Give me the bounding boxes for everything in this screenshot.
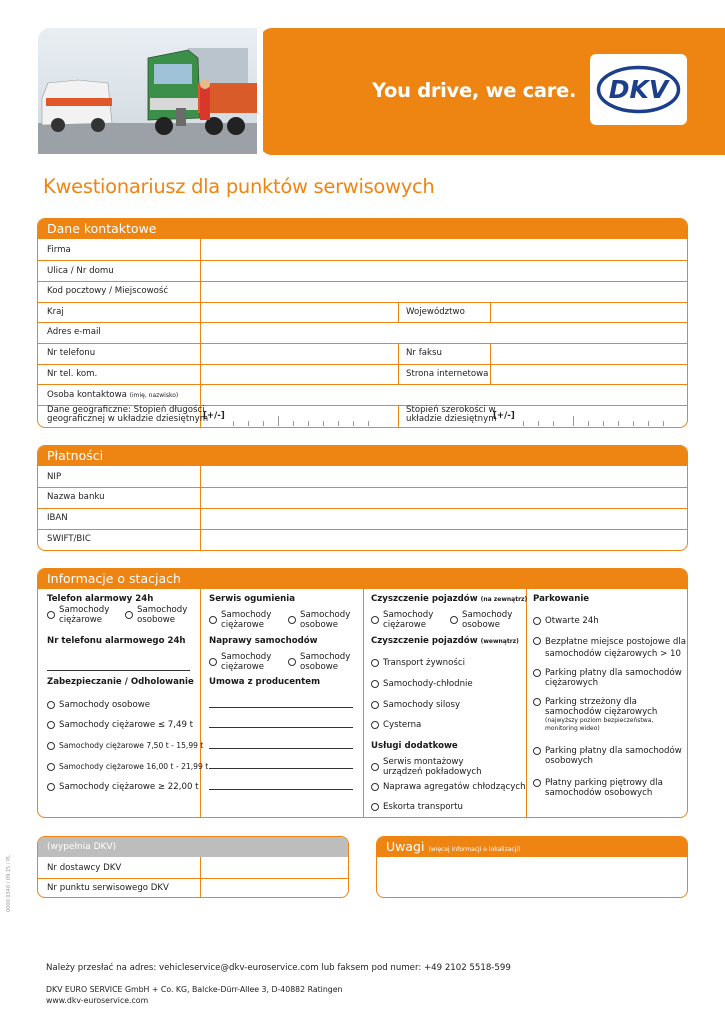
producer-line-5[interactable]: [209, 789, 353, 790]
label-osoba: [47, 390, 178, 400]
tow-radio-5[interactable]: [47, 783, 55, 791]
label-service-point: Nr punktu serwisowego DKV: [47, 883, 169, 893]
add-label-2: Naprawa agregatów chłodzących: [383, 782, 526, 792]
label-iban: IBAN: [47, 513, 68, 523]
park4-n1: (najwyższy poziom bezpieczeństwa,: [545, 717, 654, 724]
col4-h1: Parkowanie: [533, 594, 590, 604]
col3-h2-text: Czyszczenie pojazdów: [371, 636, 478, 646]
park4-n2: monitoring wideo): [545, 725, 600, 732]
col3-h1: [371, 594, 527, 604]
label-swift: SWIFT/BIC: [47, 534, 91, 544]
radio-tyre-cars[interactable]: [288, 616, 296, 624]
radio-rep-trucks[interactable]: [209, 658, 217, 666]
add-label-3: Eskorta transportu: [383, 802, 463, 812]
col2-tc-l2: osobowe: [300, 620, 339, 630]
add-radio-1[interactable]: [371, 763, 379, 771]
park4-l2: samochodów ciężarowych: [545, 707, 658, 717]
col2-tt-l1: Samochody: [221, 610, 272, 620]
col2-tt-l2: ciężarowe: [221, 620, 265, 630]
col3-h3: Usługi dodatkowe: [371, 741, 458, 751]
contact-heading: Dane kontaktowe: [38, 219, 687, 239]
col3-wc-l2: osobowe: [462, 620, 501, 630]
producer-line-3[interactable]: [209, 748, 353, 749]
notes-box[interactable]: [376, 836, 688, 898]
label-telefon: Nr telefonu: [47, 348, 96, 358]
add1-l2: urządzeń pokładowych: [383, 767, 482, 777]
label-osoba-text: Osoba kontaktowa: [47, 390, 127, 400]
park6-l2: samochodów osobowych: [545, 788, 653, 798]
col1-h1: Telefon alarmowy 24h: [47, 594, 154, 604]
col2-h2: Naprawy samochodów: [209, 636, 318, 646]
label-ulica: Ulica / Nr domu: [47, 266, 114, 276]
tow-label-4: Samochody ciężarowe 16,00 t - 21,99 t: [59, 762, 209, 771]
payments-section: [37, 445, 688, 551]
col1-h3: Zabezpieczanie / Odholowanie: [47, 677, 194, 687]
payments-heading: Płatności: [38, 446, 687, 466]
in-radio-3[interactable]: [371, 701, 379, 709]
radio-trucks[interactable]: [47, 611, 55, 619]
doc-code: 0000 0340 / 09.15 / PL: [6, 855, 12, 912]
radio-cars[interactable]: [125, 611, 133, 619]
contact-section: [37, 218, 688, 428]
geo-lat-line2: układzie dziesiętnym: [406, 414, 497, 424]
header-photo: [38, 28, 260, 154]
col2-h3: Umowa z producentem: [209, 677, 321, 687]
col1-cars-l2: osobowe: [137, 615, 176, 625]
label-faks: Nr faksu: [406, 348, 442, 358]
in-radio-2[interactable]: [371, 680, 379, 688]
park3-l1: Parking płatny dla samochodów: [545, 668, 682, 678]
producer-line-2[interactable]: [209, 727, 353, 728]
label-www: Strona internetowa: [406, 369, 489, 379]
geo-long-line1: Dane geograficzne: Stopień długości: [47, 405, 205, 415]
col3-h2: [371, 636, 519, 646]
add-radio-2[interactable]: [371, 783, 379, 791]
stations-section: [37, 568, 688, 818]
col2-rc-l1: Samochody: [300, 652, 351, 662]
notes-heading-text: Uwagi: [386, 839, 425, 854]
radio-rep-cars[interactable]: [288, 658, 296, 666]
stations-heading: Informacje o stacjach: [38, 569, 687, 589]
footer-send: Należy przesłać na adres: vehicleservice@dkv-euroservice.com lub faksem pod numer: +49 2102 5518-599: [46, 963, 511, 973]
park5-l2: osobowych: [545, 756, 593, 766]
in-label-2: Samochody-chłodnie: [383, 679, 473, 689]
notes-heading-note: (więcej informacji o lokalizacji): [428, 846, 521, 853]
label-kod: Kod pocztowy / Miejscowość: [47, 286, 169, 296]
park4-l1: Parking strzeżony dla: [545, 697, 637, 707]
col2-rt-l1: Samochody: [221, 652, 272, 662]
tow-radio-4[interactable]: [47, 763, 55, 771]
col3-h1-text: Czyszczenie pojazdów: [371, 594, 478, 604]
park-label-1: Otwarte 24h: [545, 616, 599, 626]
label-email: Adres e-mail: [47, 327, 101, 337]
col2-tc-l1: Samochody: [300, 610, 351, 620]
radio-wash-cars[interactable]: [450, 616, 458, 624]
label-geo-lat: [406, 406, 497, 424]
tow-label-3: Samochody ciężarowe 7,50 t - 15,99 t: [59, 741, 204, 750]
park3-l2: ciężarowych: [545, 678, 599, 688]
col3-wc-l1: Samochody: [462, 610, 513, 620]
tow-radio-1[interactable]: [47, 701, 55, 709]
col3-h2-note: (wewnątrz): [480, 638, 519, 645]
producer-line-1[interactable]: [209, 707, 353, 708]
park-radio-4[interactable]: [533, 698, 541, 706]
radio-tyre-trucks[interactable]: [209, 616, 217, 624]
park-radio-3[interactable]: [533, 669, 541, 677]
park6-l1: Płatny parking piętrowy dla: [545, 778, 663, 788]
tow-label-1: Samochody osobowe: [59, 700, 151, 710]
label-nip: NIP: [47, 472, 62, 482]
in-radio-1[interactable]: [371, 659, 379, 667]
col1-h2: Nr telefonu alarmowego 24h: [47, 636, 186, 646]
label-geo-long: [47, 406, 208, 424]
park5-l1: Parking płatny dla samochodów: [545, 746, 682, 756]
page-title: Kwestionariusz dla punktów serwisowych: [43, 175, 435, 198]
in-radio-4[interactable]: [371, 721, 379, 729]
label-tel-kom: Nr tel. kom.: [47, 369, 98, 379]
in-label-3: Samochody silosy: [383, 700, 461, 710]
park-radio-1[interactable]: [533, 617, 541, 625]
park-radio-2[interactable]: [533, 637, 541, 645]
tow-label-5: Samochody ciężarowe ≥ 22,00 t: [59, 782, 199, 792]
col2-rt-l2: ciężarowe: [221, 662, 265, 672]
producer-line-4[interactable]: [209, 768, 353, 769]
label-firma: Firma: [47, 245, 71, 255]
label-osoba-note: (imię, nazwisko): [129, 392, 179, 399]
label-supplier: Nr dostawcy DKV: [47, 863, 122, 873]
logo-text: DKV: [608, 75, 669, 104]
add1-l1: Serwis montażowy: [383, 757, 464, 767]
col1-phone-line[interactable]: [47, 670, 190, 671]
col3-wt-l2: ciężarowe: [383, 620, 427, 630]
park-radio-6[interactable]: [533, 779, 541, 787]
tow-radio-3[interactable]: [47, 742, 55, 750]
radio-wash-trucks[interactable]: [371, 616, 379, 624]
label-wojewodztwo: Województwo: [406, 307, 465, 317]
geo-long-line2: geograficznej w układzie dziesiętnym: [47, 414, 209, 424]
geo-lat-line1: Stopień szerokości w: [406, 405, 496, 415]
dkv-box: [37, 836, 349, 898]
footer-company: DKV EURO SERVICE GmbH + Co. KG, Balcke-Dürr-Allee 3, D-40882 Ratingen: [46, 985, 343, 994]
park2-l1: Bezpłatne miejsce postojowe dla: [545, 637, 686, 647]
in-label-1: Transport żywności: [383, 658, 465, 668]
col3-wt-l1: Samochody: [383, 610, 434, 620]
dkv-box-heading: (wypełnia DKV): [38, 837, 348, 857]
col1-cars-l1: Samochody: [137, 605, 188, 615]
slogan: You drive, we care.: [372, 79, 577, 102]
sign-lat: [+/-]: [493, 411, 515, 421]
label-bank: Nazwa banku: [47, 492, 105, 502]
col1-trucks-l1: Samochody: [59, 605, 110, 615]
label-kraj: Kraj: [47, 307, 64, 317]
dkv-logo: [590, 54, 687, 125]
footer-web[interactable]: www.dkv-euroservice.com: [46, 996, 149, 1005]
col2-h1: Serwis ogumienia: [209, 594, 296, 604]
col1-trucks-l2: ciężarowe: [59, 615, 103, 625]
add-radio-3[interactable]: [371, 803, 379, 811]
tow-label-2: Samochody ciężarowe ≤ 7,49 t: [59, 720, 194, 730]
sign-long: [+/-]: [203, 411, 225, 421]
col3-h1-note: (na zewnątrz): [480, 596, 528, 603]
park2-l2: samochodów ciężarowych > 10: [545, 649, 681, 659]
notes-heading: [377, 837, 687, 857]
in-label-4: Cysterna: [383, 720, 422, 730]
col2-rc-l2: osobowe: [300, 662, 339, 672]
tow-radio-2[interactable]: [47, 721, 55, 729]
park-radio-5[interactable]: [533, 747, 541, 755]
